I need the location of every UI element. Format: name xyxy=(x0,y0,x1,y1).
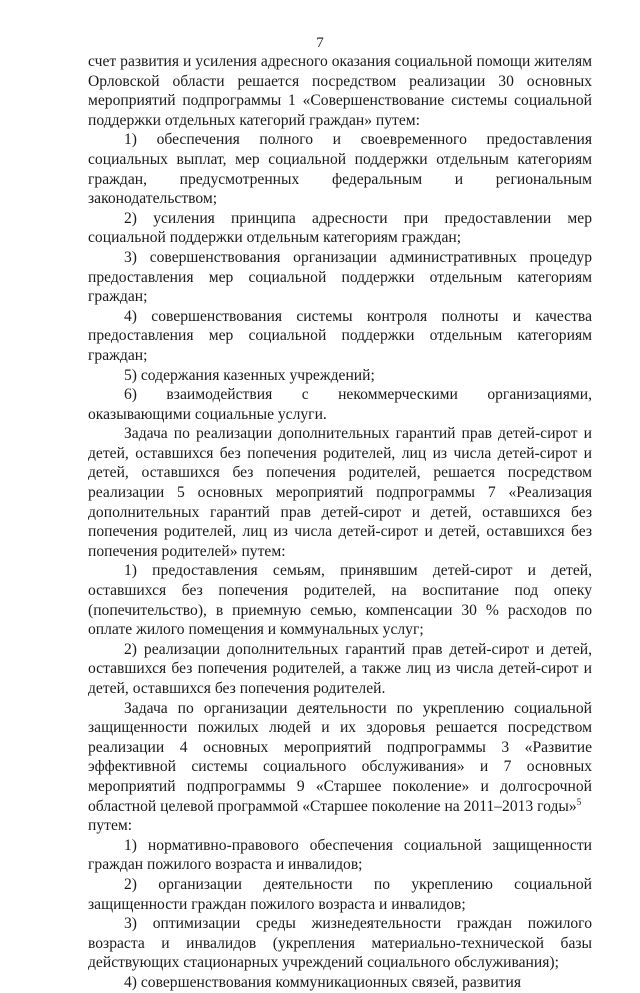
paragraph: 1) нормативно-правового обеспечения социальной защищенности граждан пожилого возраста и инвалидов; xyxy=(88,836,592,874)
paragraph: 6) взаимодействия с некоммерческими организациями, оказывающими социальные услуги. xyxy=(88,386,592,423)
paragraph: 4) совершенствования коммуникационных связей, развития xyxy=(124,973,522,991)
page-number: 7 xyxy=(316,35,324,51)
paragraph: 3) совершенствования организации административных процедур предоставления мер социальной поддержки отдельным категориям граждан; xyxy=(88,248,592,306)
paragraph: Задача по реализации дополнительных гарантий прав детей-сирот и детей, оставшихся без попечения родителей, лиц из числа детей-сирот и детей, оставшихся без попечения родителей, решается посредством реализации 5 основных мероприятий подпрограммы 7 «Реализация дополнительных гарантий прав детей-сирот и детей, оставшихся без попечения родителей, лиц из числа детей-сирот и детей, оставшихся без попечения родителей» путем: xyxy=(88,425,592,560)
paragraph xyxy=(88,699,592,817)
paragraph: 2) усиления принципа адресности при предоставлении мер социальной поддержки отдельным категориям граждан; xyxy=(88,209,592,247)
paragraph: 5) содержания казенных учреждений; xyxy=(124,366,375,384)
paragraph: путем: xyxy=(88,817,133,835)
paragraph: 1) предоставления семьям, принявшим детей-сирот и детей, оставшихся без попечения родителей, на воспитание под опеку (попечительство), в приемную семью, компенсации 30 % расходов по оплате жилого помещения и коммунальных услуг; xyxy=(88,562,592,639)
paragraph-text: Задача по организации деятельности по укреплению социальной защищенности пожилых людей и их здоровья решается посредством реализации 4 основных мероприятий подпрограммы 3 «Развитие эффективной системы социального обслуживания» и 7 основных мероприятий подпрограммы 9 «Старшее поколение» и долгосрочной областной целевой программой «Старшее поколение на 2011–2013 годы» xyxy=(88,699,592,815)
paragraph: 3) оптимизации среды жизнедеятельности граждан пожилого возраста и инвалидов (укрепления материально-технической базы действующих стационарных учреждений социального обслуживания); xyxy=(88,915,592,972)
paragraph: 2) организации деятельности по укреплению социальной защищенности граждан пожилого возраста и инвалидов; xyxy=(88,875,592,913)
footnote-marker[interactable]: 5 xyxy=(576,796,582,807)
paragraph: 2) реализации дополнительных гарантий прав детей-сирот и детей, оставшихся без попечения родителей, а также лиц из числа детей-сирот и детей, оставшихся без попечения родителей. xyxy=(88,640,592,697)
body-text xyxy=(88,52,592,993)
paragraph: счет развития и усиления адресного оказания социальной помощи жителям Орловской области решается посредством реализации 30 основных мероприятий подпрограммы 1 «Совершенствование системы социальной поддержки отдельных категорий граждан» путем: xyxy=(88,53,592,129)
paragraph: 1) обеспечения полного и своевременного предоставления социальных выплат, мер социальной поддержки отдельным категориям граждан, предусмотренных федеральным и региональным законодательством; xyxy=(88,131,592,208)
paragraph: 4) совершенствования системы контроля полноты и качества предоставления мер социальной поддержки отдельным категориям граждан; xyxy=(88,307,592,364)
